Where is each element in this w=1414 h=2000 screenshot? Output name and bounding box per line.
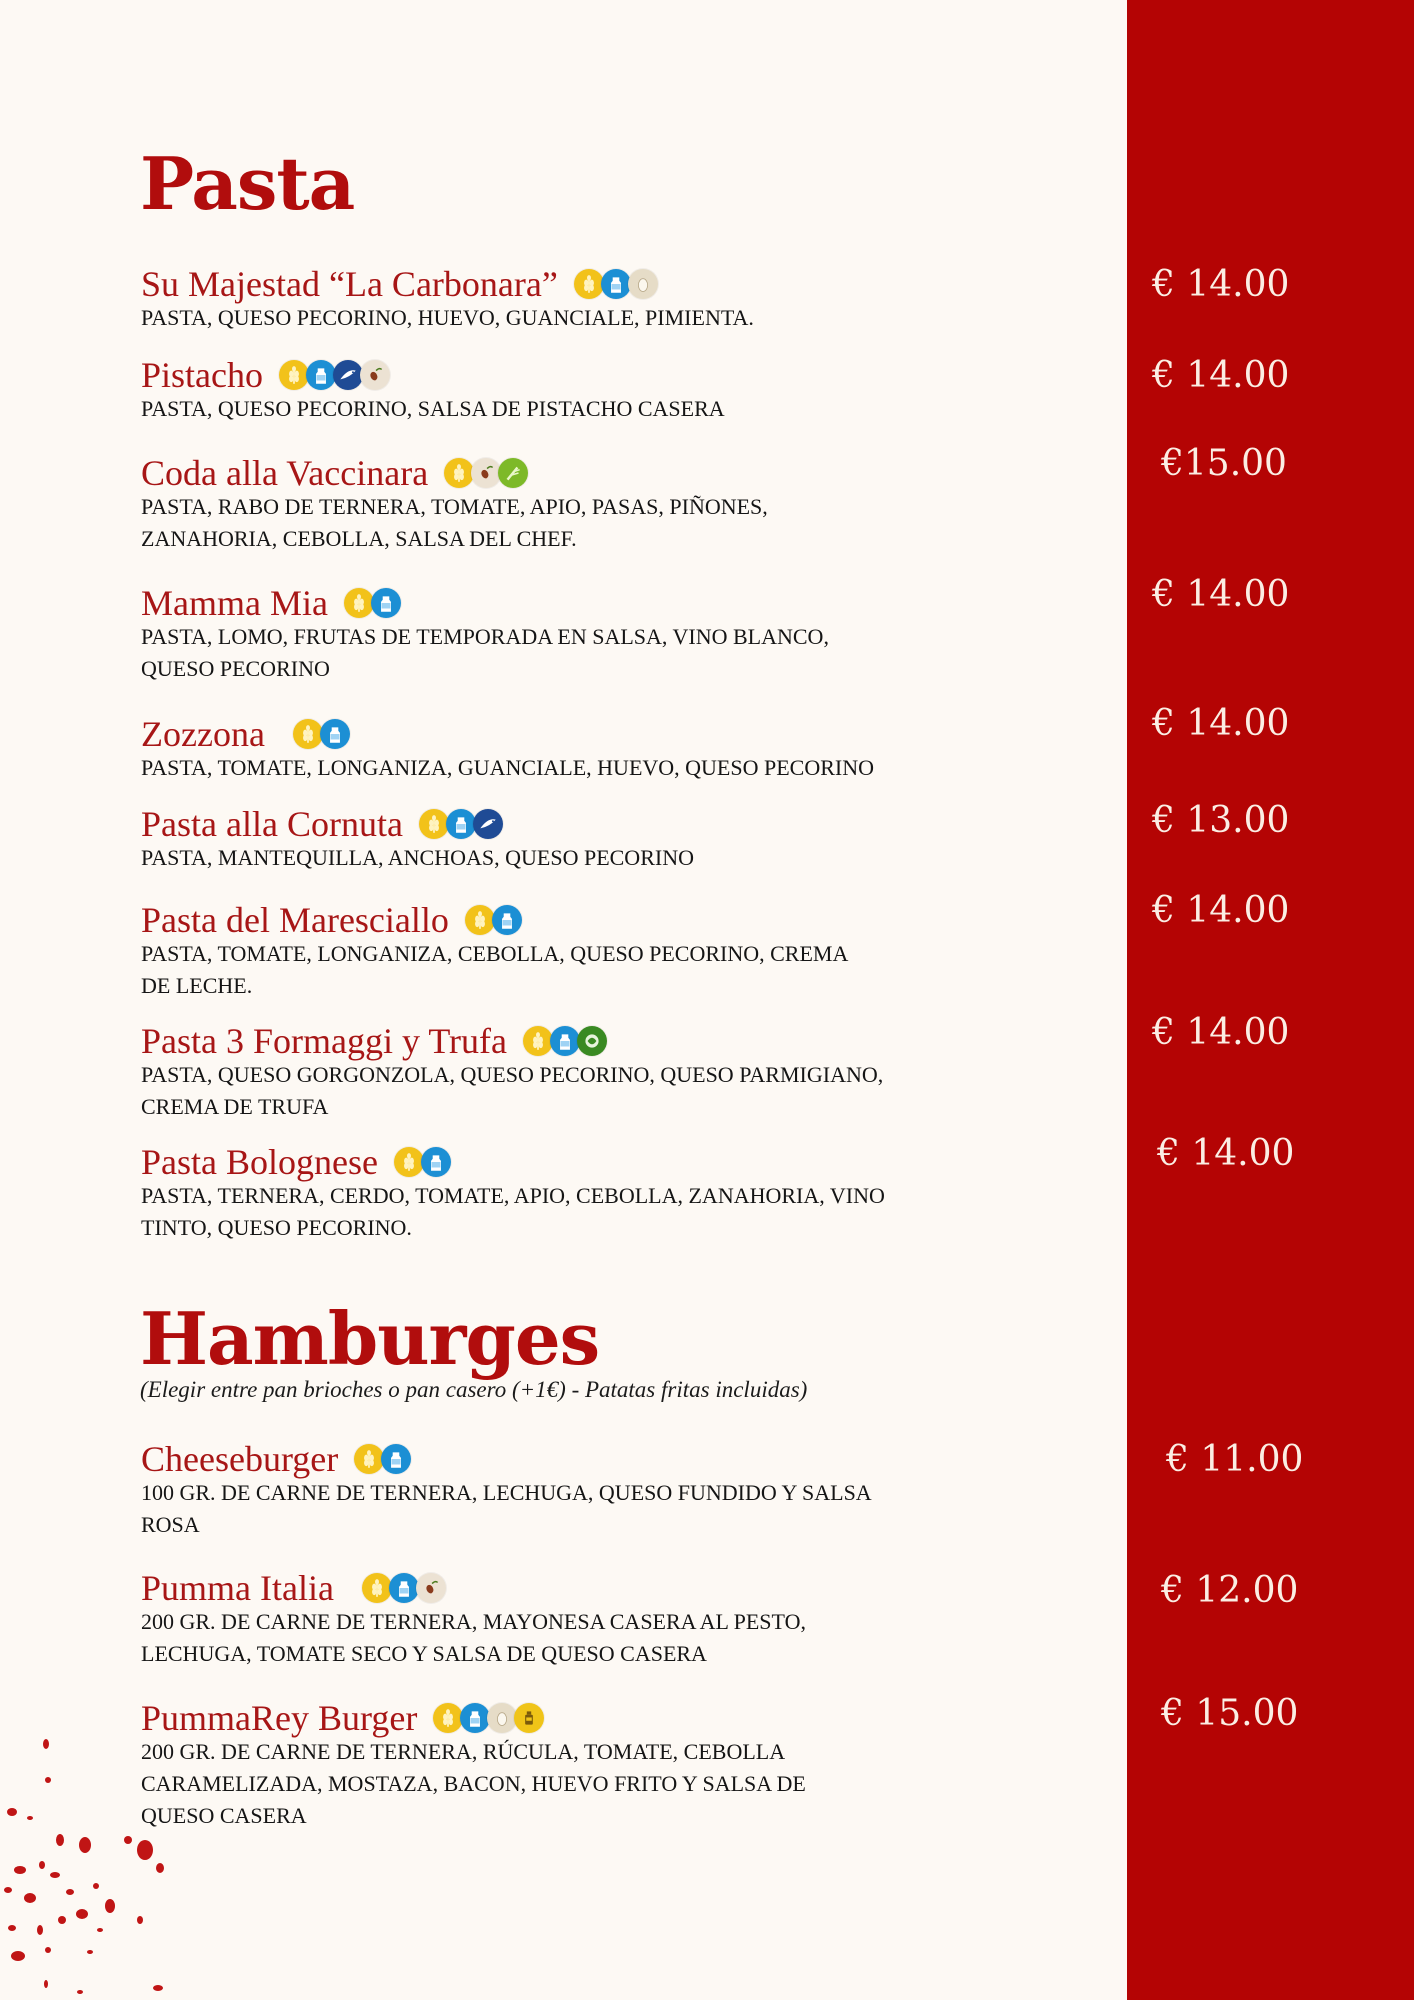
menu-item-price: € 14.00 [1152,355,1290,396]
milk-icon [381,1444,411,1474]
menu-item-name-row [141,452,1001,494]
milk-icon [446,809,476,839]
gluten-icon [293,719,323,749]
menu-item-pistacho [141,354,1001,425]
menu-item-description [141,842,1001,874]
milk-icon [371,588,401,618]
description-line: PASTA, TERNERA, CERDO, TOMATE, APIO, CEBOLLA, ZANAHORIA, VINO [141,1183,885,1208]
milk-icon [492,905,522,935]
gluten-icon [523,1026,553,1056]
description-line: 200 GR. DE CARNE DE TERNERA, MAYONESA CASERA AL PESTO, [141,1609,806,1634]
milk-icon [389,1573,419,1603]
menu-item-name-row [141,1697,1001,1739]
menu-item-price: €15.00 [1161,443,1287,484]
description-line: CARAMELIZADA, MOSTAZA, BACON, HUEVO FRITO Y SALSA DE [141,1771,806,1796]
menu-item-price: € 14.00 [1152,890,1290,931]
menu-item-su-majestad-la-carbonara [141,263,1001,334]
section-title-pasta: Pasta [140,141,355,226]
section-title-hamburgers: Hamburges [140,1296,600,1381]
gluten-icon [279,360,309,390]
milk-icon [320,719,350,749]
menu-item-name-row [141,1567,1001,1609]
menu-item-price: € 15.00 [1161,1693,1299,1734]
description-line: PASTA, TOMATE, LONGANIZA, GUANCIALE, HUEVO, QUESO PECORINO [141,755,875,780]
allergen-icons [419,809,500,839]
allergen-icons [465,905,519,935]
fish-icon [333,360,363,390]
menu-item-price: € 14.00 [1152,703,1290,744]
sulphite-icon [577,1026,607,1056]
allergen-icons [574,269,655,299]
allergen-icons [444,458,525,488]
menu-item-name: Pasta alla Cornuta [141,804,403,844]
gluten-icon [433,1703,463,1733]
allergen-icons [344,588,398,618]
menu-item-name-row [141,582,1001,624]
description-line: QUESO CASERA [141,1803,307,1828]
milk-icon [601,269,631,299]
description-line: LECHUGA, TOMATE SECO Y SALSA DE QUESO CASERA [141,1641,707,1666]
menu-item-description [141,938,1001,1002]
menu-item-price: € 14.00 [1157,1133,1295,1174]
description-line: PASTA, QUESO GORGONZOLA, QUESO PECORINO, QUESO PARMIGIANO, [141,1062,884,1087]
paint-splatter-decoration [0,1730,180,2000]
menu-item-name: Coda alla Vaccinara [141,453,429,493]
menu-item-price: € 14.00 [1152,264,1290,305]
menu-item-name-row [141,803,1001,845]
description-line: DE LECHE. [141,973,253,998]
description-line: PASTA, QUESO PECORINO, HUEVO, GUANCIALE, PIMIENTA. [141,305,754,330]
nuts-icon [471,458,501,488]
celery-icon [498,458,528,488]
section-note: (Elegir entre pan brioches o pan casero (+1€) - Patatas fritas incluidas) [140,1377,808,1402]
menu-item-price: € 14.00 [1152,1012,1290,1053]
menu-item-description [141,1736,1001,1832]
menu-item-pumma-italia [141,1567,1001,1670]
menu-item-coda-alla-vaccinara [141,452,1001,555]
menu-item-name: Mamma Mia [141,583,328,623]
menu-item-name: Pumma Italia [141,1568,334,1608]
milk-icon [421,1147,451,1177]
menu-item-description [141,1477,1001,1541]
allergen-icons [293,719,347,749]
allergen-icons [279,360,387,390]
menu-item-name: Su Majestad “La Carbonara” [141,264,558,304]
menu-item-zozzona [141,713,1001,784]
menu-item-description [141,1606,1001,1670]
allergen-icons [394,1147,448,1177]
gluten-icon [574,269,604,299]
menu-item-pasta-alla-cornuta [141,803,1001,874]
description-line: CREMA DE TRUFA [141,1094,329,1119]
menu-item-description [141,302,1001,334]
menu-item-pummarey-burger [141,1697,1001,1832]
description-line: PASTA, QUESO PECORINO, SALSA DE PISTACHO CASERA [141,396,725,421]
menu-item-mamma-mia [141,582,1001,685]
description-line: ROSA [141,1512,200,1537]
menu-item-name: Pasta del Maresciallo [141,900,449,940]
gluten-icon [362,1573,392,1603]
description-line: QUESO PECORINO [141,656,330,681]
menu-item-description [141,752,1001,784]
description-line: TINTO, QUESO PECORINO. [141,1215,412,1240]
menu-item-description [141,621,1001,685]
menu-item-pasta-del-maresciallo [141,899,1001,1002]
nuts-icon [416,1573,446,1603]
description-line: PASTA, TOMATE, LONGANIZA, CEBOLLA, QUESO PECORINO, CREMA [141,941,849,966]
menu-item-name: Cheeseburger [141,1439,339,1479]
gluten-icon [354,1444,384,1474]
allergen-icons [354,1444,408,1474]
egg-icon [628,269,658,299]
description-line: PASTA, LOMO, FRUTAS DE TEMPORADA EN SALSA, VINO BLANCO, [141,624,829,649]
menu-item-name-row [141,899,1001,941]
milk-icon [460,1703,490,1733]
menu-item-price: € 12.00 [1161,1570,1299,1611]
menu-item-name: Zozzona [141,714,265,754]
description-line: ZANAHORIA, CEBOLLA, SALSA DEL CHEF. [141,526,577,551]
menu-item-name: PummaRey Burger [141,1698,418,1738]
menu-item-name-row [141,1020,1001,1062]
gluten-icon [419,809,449,839]
menu-item-description [141,393,1001,425]
menu-item-price: € 13.00 [1152,800,1290,841]
menu-item-pasta-3-formaggi-y-trufa [141,1020,1001,1123]
menu-item-name: Pasta 3 Formaggi y Trufa [141,1021,508,1061]
menu-item-description [141,491,1001,555]
gluten-icon [444,458,474,488]
menu-item-name-row [141,1438,1001,1480]
menu-item-name-row [141,1141,1001,1183]
menu-item-name: Pasta Bolognese [141,1142,378,1182]
milk-icon [550,1026,580,1056]
menu-item-name-row [141,354,1001,396]
menu-item-cheeseburger [141,1438,1001,1541]
menu-item-name-row [141,263,1001,305]
description-line: PASTA, MANTEQUILLA, ANCHOAS, QUESO PECORINO [141,845,694,870]
gluten-icon [465,905,495,935]
gluten-icon [344,588,374,618]
description-line: 200 GR. DE CARNE DE TERNERA, RÚCULA, TOMATE, CEBOLLA [141,1739,786,1764]
menu-item-description [141,1059,1001,1123]
menu-item-name: Pistacho [141,355,263,395]
allergen-icons [362,1573,443,1603]
mustard-icon [514,1703,544,1733]
egg-icon [487,1703,517,1733]
nuts-icon [360,360,390,390]
allergen-icons [433,1703,541,1733]
description-line: PASTA, RABO DE TERNERA, TOMATE, APIO, PASAS, PIÑONES, [141,494,768,519]
menu-item-price: € 11.00 [1166,1439,1304,1480]
menu-item-description [141,1180,1001,1244]
fish-icon [473,809,503,839]
description-line: 100 GR. DE CARNE DE TERNERA, LECHUGA, QUESO FUNDIDO Y SALSA [141,1480,872,1505]
menu-item-name-row [141,713,1001,755]
milk-icon [306,360,336,390]
menu-item-price: € 14.00 [1152,574,1290,615]
menu-item-pasta-bolognese [141,1141,1001,1244]
gluten-icon [394,1147,424,1177]
allergen-icons [523,1026,604,1056]
